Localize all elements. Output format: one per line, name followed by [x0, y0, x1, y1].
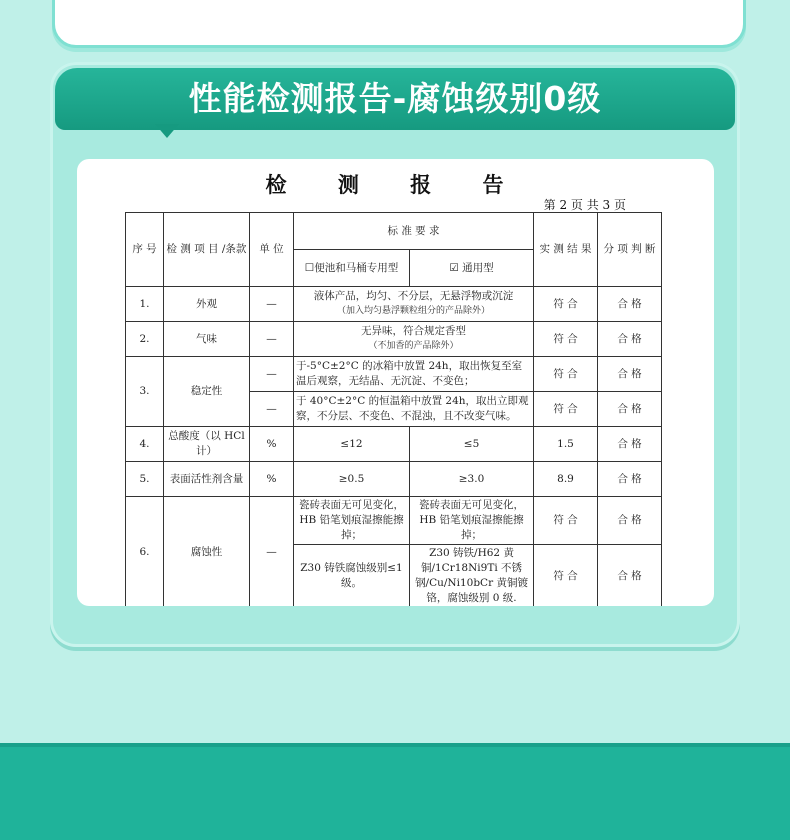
row-requirement-a: ≥0.5 [294, 462, 410, 497]
row-judge: 合 格 [598, 545, 662, 607]
row-judge: 合 格 [598, 322, 662, 357]
header-result: 实 测 结 果 [534, 213, 598, 287]
requirement-note: （加入均匀悬浮颗粒组分的产品除外） [337, 306, 491, 316]
table-row [126, 287, 662, 322]
header-type-b: ☑ 通用型 [410, 250, 534, 287]
top-card [52, 0, 746, 48]
row-item: 总酸度（以 HCl 计） [164, 427, 250, 462]
row-result: 符 合 [534, 392, 598, 427]
row-item: 气味 [164, 322, 250, 357]
footer-stripe [0, 743, 790, 747]
row-requirement: 于 40°C±2°C 的恒温箱中放置 24h，取出立即观察，不分层、不变色、不混浊，且不改变气味。 [294, 392, 534, 427]
requirement-text: 液体产品，均匀、不分层，无悬浮物或沉淀 [313, 290, 514, 302]
row-no: 3. [126, 357, 164, 427]
row-result: 符 合 [534, 497, 598, 545]
row-unit: — [250, 357, 294, 392]
table-row [126, 322, 662, 357]
row-requirement-a: Z30 铸铁腐蚀级别≤1 级。 [294, 545, 410, 607]
row-unit: — [250, 287, 294, 322]
header-no: 序 号 [126, 213, 164, 287]
row-judge: 合 格 [598, 392, 662, 427]
table-row [126, 427, 662, 462]
footer-band [0, 743, 790, 840]
row-result: 符 合 [534, 357, 598, 392]
row-item: 稳定性 [164, 357, 250, 427]
row-result: 符 合 [534, 287, 598, 322]
row-requirement-b: 瓷砖表面无可见变化，HB 铅笔划痕湿擦能擦掉； [410, 497, 534, 545]
table-row [126, 497, 662, 545]
table-row [126, 357, 662, 392]
row-no: 4. [126, 427, 164, 462]
row-item: 表面活性剂含量 [164, 462, 250, 497]
requirement-note: （不加香的产品除外） [368, 341, 459, 351]
banner-title: 性能检测报告-腐蚀级别0级 [188, 79, 602, 118]
page-number: 第 2 页 共 3 页 [543, 198, 626, 212]
row-judge: 合 格 [598, 462, 662, 497]
row-no: 5. [126, 462, 164, 497]
row-item: 外观 [164, 287, 250, 322]
row-requirement-a: 瓷砖表面无可见变化，HB 铅笔划痕湿擦能擦掉； [294, 497, 410, 545]
row-requirement-a: ≤12 [294, 427, 410, 462]
row-requirement-b: ≥3.0 [410, 462, 534, 497]
row-requirement: 于-5°C±2°C 的冰箱中放置 24h，取出恢复至室温后观察，无结晶、无沉淀、不变色； [294, 357, 534, 392]
row-unit: — [250, 322, 294, 357]
document-title: 检 测 报 告 [265, 172, 526, 197]
row-item: 腐蚀性 [164, 497, 250, 607]
row-result: 符 合 [534, 545, 598, 607]
row-unit: % [250, 427, 294, 462]
row-requirement [294, 287, 534, 322]
report-document [77, 159, 714, 606]
row-judge: 合 格 [598, 427, 662, 462]
header-unit: 单 位 [250, 213, 294, 287]
row-judge: 合 格 [598, 287, 662, 322]
row-result: 符 合 [534, 322, 598, 357]
row-result: 8.9 [534, 462, 598, 497]
header-type-a: ☐便池和马桶专用型 [294, 250, 410, 287]
row-no: 1. [126, 287, 164, 322]
row-no: 6. [126, 497, 164, 607]
row-judge: 合 格 [598, 357, 662, 392]
requirement-text: 无异味，符合规定香型 [361, 325, 466, 337]
row-unit: % [250, 462, 294, 497]
header-standard: 标 准 要 求 [294, 213, 534, 250]
row-result: 1.5 [534, 427, 598, 462]
row-no: 2. [126, 322, 164, 357]
row-unit: — [250, 497, 294, 607]
table-header-row [126, 213, 662, 250]
row-judge: 合 格 [598, 497, 662, 545]
report-table [125, 212, 662, 606]
row-requirement-b: Z30 铸铁/H62 黄铜/1Cr18Ni9Ti 不锈钢/Cu/Ni10bCr 黄铜镀铬，腐蚀级别 0 级. [410, 545, 534, 607]
row-unit: — [250, 392, 294, 427]
header-judge: 分 项 判 断 [598, 213, 662, 287]
row-requirement [294, 322, 534, 357]
table-row [126, 462, 662, 497]
row-requirement-b: ≤5 [410, 427, 534, 462]
header-item: 检 测 项 目 /条款 [164, 213, 250, 287]
